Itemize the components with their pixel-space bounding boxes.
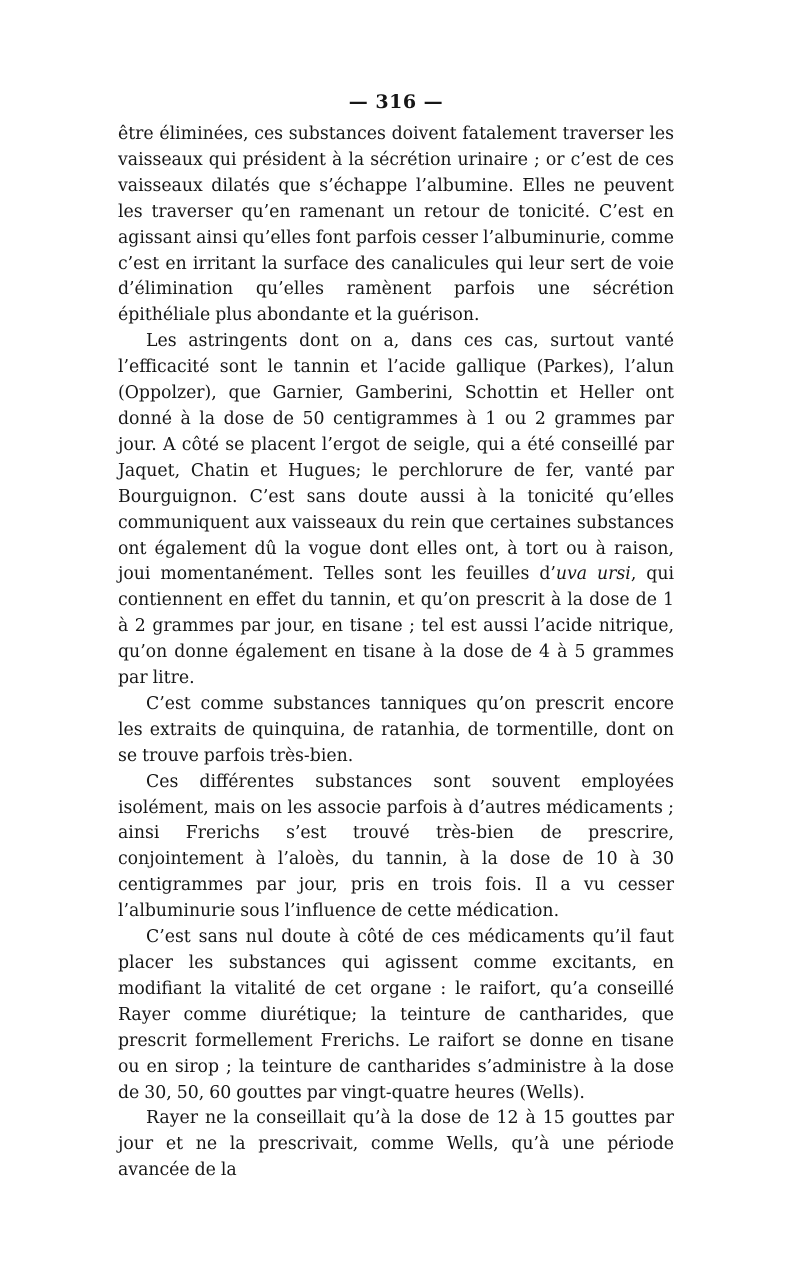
- paragraph-2-text-a: Les astringents dont on a, dans ces cas, surtout vanté l’efficacité sont le tannin et l’acide gallique (Parkes), l’alun (Oppolzer), que Garnier, Gamberini, Schottin et Heller ont donné à la dose de 50 centigrammes à 1 ou 2 grammes par jour. A côté se placent l’ergot de seigle, qui a été conseillé par Jaquet, Chatin et Hugues; le perchlorure de fer, vanté par Bourguignon. C’est sans doute aussi à la tonicité qu’elles communiquent aux vaisseaux du rein que certaines substances ont également dû la vogue dont elles ont, à tort ou à raison, joui momentanément. Telles sont les feuilles d’: [118, 331, 674, 585]
- paragraph-4: Ces différentes substances sont souvent employées isolément, mais on les associe parfois à d’autres médicaments ; ainsi Frerichs s’est trouvé très-bien de prescrire, conjointement à l’aloès, du tannin, à la dose de 10 à 30 centigrammes par jour, pris en trois fois. Il a vu cesser l’albuminurie sous l’influence de cette médication.: [118, 771, 674, 922]
- paragraph-6: Rayer ne la conseillait qu’à la dose de 12 à 15 gouttes par jour et ne la prescrivait, comme Wells, qu’à une période avancée de la: [118, 1108, 674, 1181]
- page-number: — 316 —: [348, 91, 444, 113]
- paragraph-5: C’est sans nul doute à côté de ces médicaments qu’il faut placer les substances qui agissent comme excitants, en modifiant la vitalité de cet organe : le raifort, qu’a conseillé Rayer comme diurétique; la teinture de cantharides, que prescrit formellement Frerichs. Le raifort se donne en tisane ou en sirop ; la teinture de cantharides s’administre à la dose de 30, 50, 60 gouttes par vingt-quatre heures (Wells).: [118, 927, 674, 1103]
- paragraph-1: être éliminées, ces substances doivent fatalement traverser les vaisseaux qui président à la sécrétion urinaire ; or c’est de ces vaisseaux dilatés que s’échappe l’albumine. Elles ne peuvent les traverser qu’en ramenant un retour de tonicité. C’est en agissant ainsi qu’elles font parfois cesser l’albuminurie, comme c’est en irritant la surface des canalicules qui leur sert de voie d’élimination qu’elles ramènent parfois une sécrétion épithéliale plus abondante et la guérison.: [118, 124, 674, 326]
- paragraph-2-italic-term: uva ursi: [555, 564, 631, 585]
- paragraph-2-text-b: , qui contiennent en effet du tannin, et qu’on prescrit à la dose de 1 à 2 grammes par jour, en tisane ; tel est aussi l’acide nitrique, qu’on donne également en tisane à la dose de 4 à 5 grammes par litre.: [118, 564, 674, 689]
- paragraph-2: [118, 329, 674, 692]
- book-page: [118, 88, 674, 1184]
- paragraph-3: C’est comme substances tanniques qu’on prescrit encore les extraits de quinquina, de ratanhia, de tormentille, dont on se trouve parfois très-bien.: [118, 693, 674, 766]
